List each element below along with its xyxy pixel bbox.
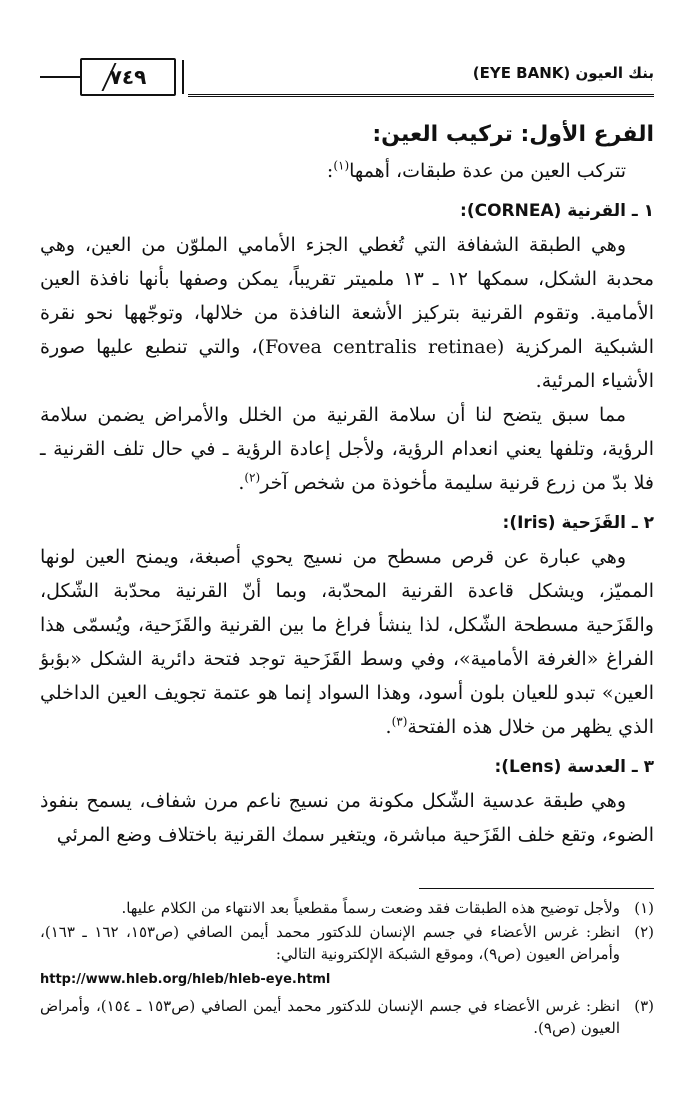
footnote-text: انظر: غرس الأعضاء في جسم الإنسان للدكتور محمد أيمن الصافي (ص١٥٣ ـ ١٥٤)، وأمراض العيون (ص٩). <box>40 997 620 1037</box>
footnote-3 <box>40 995 654 1039</box>
cornea-paragraph-2: مما سبق يتضح لنا أن سلامة القرنية من الخلل والأمراض يضمن سلامة الرؤية، وتلفها يعني انعدام الرؤية، ولأجل إعادة الرؤية ـ في حال تلف القرنية ـ فلا بدّ من زرع قرنية سليمة مأخوذة من شخص آخر$^{(٢)}$. <box>40 404 654 494</box>
footnotes <box>40 888 654 1041</box>
footnote-text: ولأجل توضيح هذه الطبقات فقد وضعت رسماً مقطعياً بعد الانتهاء من الكلام عليها. <box>121 899 620 917</box>
footnote-ref-2[interactable]: (٢) <box>244 470 261 485</box>
footnote-ref-3[interactable]: (٣) <box>391 714 408 729</box>
header-rule-short <box>40 76 80 78</box>
footnote-1 <box>40 897 654 919</box>
iris-paragraph: وهي عبارة عن قرص مسطح من نسيج يحوي أصبغة، ويمنح العين لونها المميّز، ويشكل قاعدة القرنية المحدّبة، وبما أنّ القرنية محدّبة الشّكل، والقَزَحية مسطحة الشّكل، لذا ينشأ فراغ ما بين القرنية والقَزَحية، ويُسمّى هذا الفراغ «الغرفة الأمامية»، وفي وسط القَزَحية توجد فتحة دائرية الشكل «بؤبؤ العين» تبدو للعيان بلون أسود، وهذا السواد إنما هو عتمة تجويف العين الداخلي الذي يظهر من خلال هذه الفتحة$^{(٣)}$. <box>40 546 654 738</box>
cornea-heading: ١ ـ القرنية (CORNEA): <box>460 201 654 221</box>
footnote-rule <box>419 888 654 889</box>
running-title: بنك العيون (EYE BANK) <box>472 64 654 82</box>
iris-heading: ٢ ـ القَزَحية (Iris): <box>502 513 654 533</box>
footnote-2 <box>40 921 654 965</box>
footnote-number: (١) <box>634 899 654 917</box>
footnote-link[interactable]: http://www.hleb.org/hleb/hleb-eye.html <box>40 972 331 987</box>
lens-paragraph: وهي طبقة عدسية الشّكل مكونة من نسيج ناعم مرن شفاف، يسمح بنفوذ الضوء، وتقع خلف القَزَحية مباشرة، ويتغير سمك القرنية باختلاف وضع المرئي <box>40 790 654 846</box>
page-body <box>40 118 654 852</box>
footnote-ref-1[interactable]: (١) <box>333 158 350 173</box>
footnote-number: (٢) <box>634 923 654 941</box>
intro-paragraph: تتركب العين من عدة طبقات، أهمها$^{(١)}$: <box>326 158 626 182</box>
lens-heading: ٣ ـ العدسة (Lens): <box>494 757 654 777</box>
page-number: ٧٤٩ <box>80 58 176 96</box>
section-title: الفرع الأول: تركيب العين: <box>372 122 654 147</box>
cornea-paragraph-1: وهي الطبقة الشفافة التي تُغطي الجزء الأمامي الملوّن من العين، وهي محدبة الشكل، سمكها ١٢ ـ ١٣ ملميتر تقريباً، يمكن وصفها بأنها نافذة العين الأمامية. وتقوم القرنية بتركيز الأشعة النافذة من خلالها، وتوجّهها نحو نقرة الشبكية المركزية (Fovea centralis retinae)، والتي تنطبع عليها صورة الأشياء المرئية. <box>40 234 654 392</box>
footnote-number: (٣) <box>634 997 654 1015</box>
header-rule <box>188 94 654 97</box>
page-header <box>40 58 654 98</box>
footnote-text: انظر: غرس الأعضاء في جسم الإنسان للدكتور محمد أيمن الصافي (ص١٥٣، ١٦٢ ـ ١٦٣)، وأمراض العيون (ص٩)، وموقع الشبكة الإلكترونية التالي: <box>40 923 621 963</box>
